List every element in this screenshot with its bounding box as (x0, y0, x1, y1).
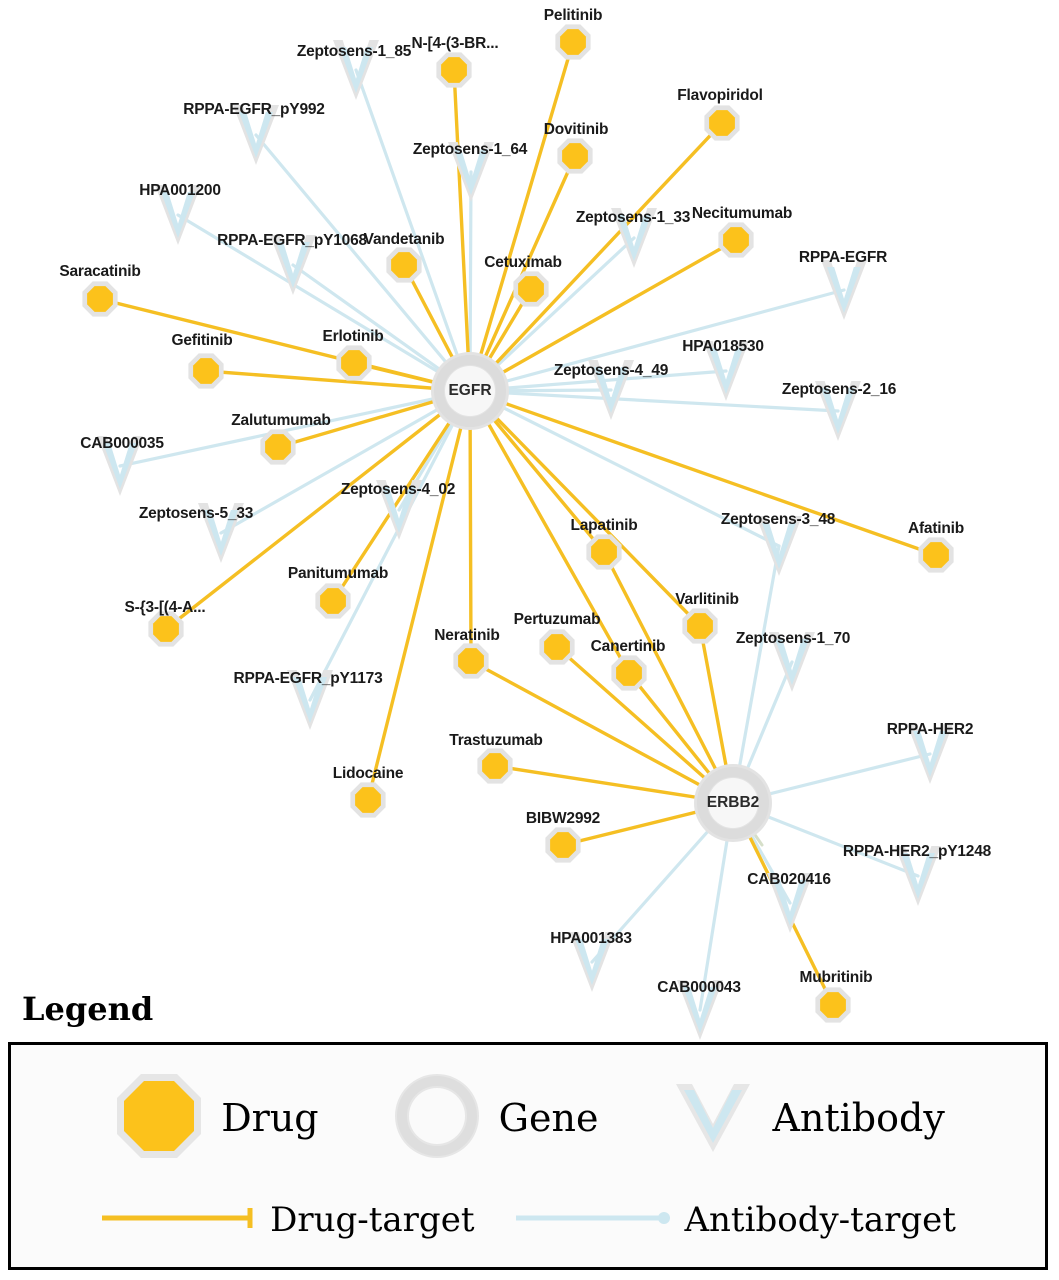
legend-item-drug-target (100, 1200, 474, 1240)
legend-label-gene: Gene (498, 1096, 599, 1140)
drug-node[interactable] (436, 52, 471, 87)
antibody-label: HPA001383 (550, 930, 632, 947)
drug-node[interactable] (815, 987, 850, 1022)
drug-label: Panitumumab (287, 565, 389, 582)
legend-item-antibody (668, 1068, 944, 1169)
drug-label: Lidocaine (332, 765, 404, 782)
drug-node[interactable] (545, 827, 580, 862)
drug-label: Trastuzumab (449, 732, 543, 749)
antibody-label: HPA001200 (139, 182, 221, 199)
drug-node[interactable] (555, 24, 590, 59)
drug-label: Saracatinib (59, 263, 141, 280)
drug-label: Necitumumab (691, 205, 793, 222)
drug-label: Erlotinib (322, 328, 384, 345)
antibody-label: CAB000035 (80, 435, 164, 452)
graph-edge (470, 391, 471, 661)
drug-label: Pertuzumab (513, 611, 601, 628)
antibody-label: Zeptosens-1_64 (412, 141, 528, 158)
drug-label: Pelitinib (543, 7, 603, 24)
drug-label: Afatinib (907, 520, 965, 537)
drug-node[interactable] (336, 345, 371, 380)
drug-node[interactable] (453, 643, 488, 678)
drug-label: Dovitinib (543, 121, 609, 138)
drug-label: Lapatinib (570, 517, 638, 534)
legend-item-drug (111, 1068, 318, 1169)
drug-label: Zalutumumab (231, 412, 331, 429)
graph-edge (454, 70, 470, 391)
antibody-label: RPPA-HER2_pY1248 (842, 843, 992, 860)
drug-node[interactable] (260, 429, 295, 464)
gene-label: EGFR (448, 382, 492, 399)
antibody-label: HPA018530 (682, 338, 764, 355)
drug-node[interactable] (557, 138, 592, 173)
drug-label: Canertinib (590, 638, 666, 655)
chevron-down-icon (668, 1068, 758, 1169)
antibody-label: RPPA-EGFR (798, 249, 888, 266)
drug-node[interactable] (386, 247, 421, 282)
antibody-label: Zeptosens-3_48 (720, 511, 836, 528)
antibody-label: RPPA-HER2 (886, 721, 974, 738)
drug-edge-icon (100, 1205, 260, 1236)
antibody-label: Zeptosens-1_85 (296, 43, 412, 60)
drug-label: Vandetanib (363, 231, 445, 248)
drug-label: Gefitinib (171, 332, 233, 349)
drug-node[interactable] (704, 105, 739, 140)
drug-node[interactable] (477, 748, 512, 783)
drug-node[interactable] (586, 534, 621, 569)
legend-label-antibody-target: Antibody-target (684, 1200, 956, 1240)
antibody-label: Zeptosens-1_33 (575, 209, 691, 226)
drug-label: S-{3-[(4-A... (124, 599, 206, 616)
drug-node[interactable] (350, 782, 385, 817)
antibody-label: Zeptosens-4_02 (340, 481, 456, 498)
drug-node[interactable] (82, 281, 117, 316)
drug-node[interactable] (682, 608, 717, 643)
legend-item-antibody-target (514, 1200, 955, 1240)
legend-title: Legend (22, 990, 154, 1028)
antibody-label: Zeptosens-2_16 (781, 381, 897, 398)
gene-label: ERBB2 (706, 794, 760, 811)
antibody-label: CAB000043 (657, 979, 741, 996)
antibody-label: RPPA-EGFR_pY1173 (233, 670, 383, 687)
drug-label: BIBW2992 (525, 810, 601, 827)
drug-node[interactable] (611, 655, 646, 690)
drug-node[interactable] (718, 222, 753, 257)
drug-label: Flavopiridol (677, 87, 763, 104)
legend-box (8, 1042, 1048, 1270)
drug-node[interactable] (188, 353, 223, 388)
drug-node[interactable] (918, 537, 953, 572)
drug-node[interactable] (315, 583, 350, 618)
legend-label-drug-target: Drug-target (270, 1200, 475, 1240)
legend-label-drug: Drug (221, 1096, 319, 1140)
antibody-label: Zeptosens-4_49 (553, 362, 669, 379)
octagon-icon (111, 1068, 207, 1169)
antibody-label: RPPA-EGFR_pY1068 (217, 232, 367, 249)
drug-label: N-[4-(3-BR... (411, 35, 499, 52)
drug-label: Neratinib (434, 627, 500, 644)
antibody-label: Zeptosens-5_33 (138, 505, 254, 522)
drug-label: Varlitinib (675, 591, 739, 608)
antibody-label: CAB020416 (747, 871, 831, 888)
graph-edge (733, 546, 779, 803)
drug-label: Cetuximab (484, 254, 562, 271)
drug-node[interactable] (513, 271, 548, 306)
antibody-label: RPPA-EGFR_pY992 (183, 101, 325, 118)
legend-label-antibody: Antibody (772, 1096, 945, 1140)
graph-edge (470, 391, 700, 626)
antibody-edge-icon (514, 1205, 674, 1236)
drug-node[interactable] (539, 629, 574, 664)
legend-item-gene (389, 1068, 599, 1169)
circle-ring-icon (389, 1068, 485, 1169)
drug-label: Mubritinib (799, 969, 873, 986)
antibody-label: Zeptosens-1_70 (735, 630, 851, 647)
